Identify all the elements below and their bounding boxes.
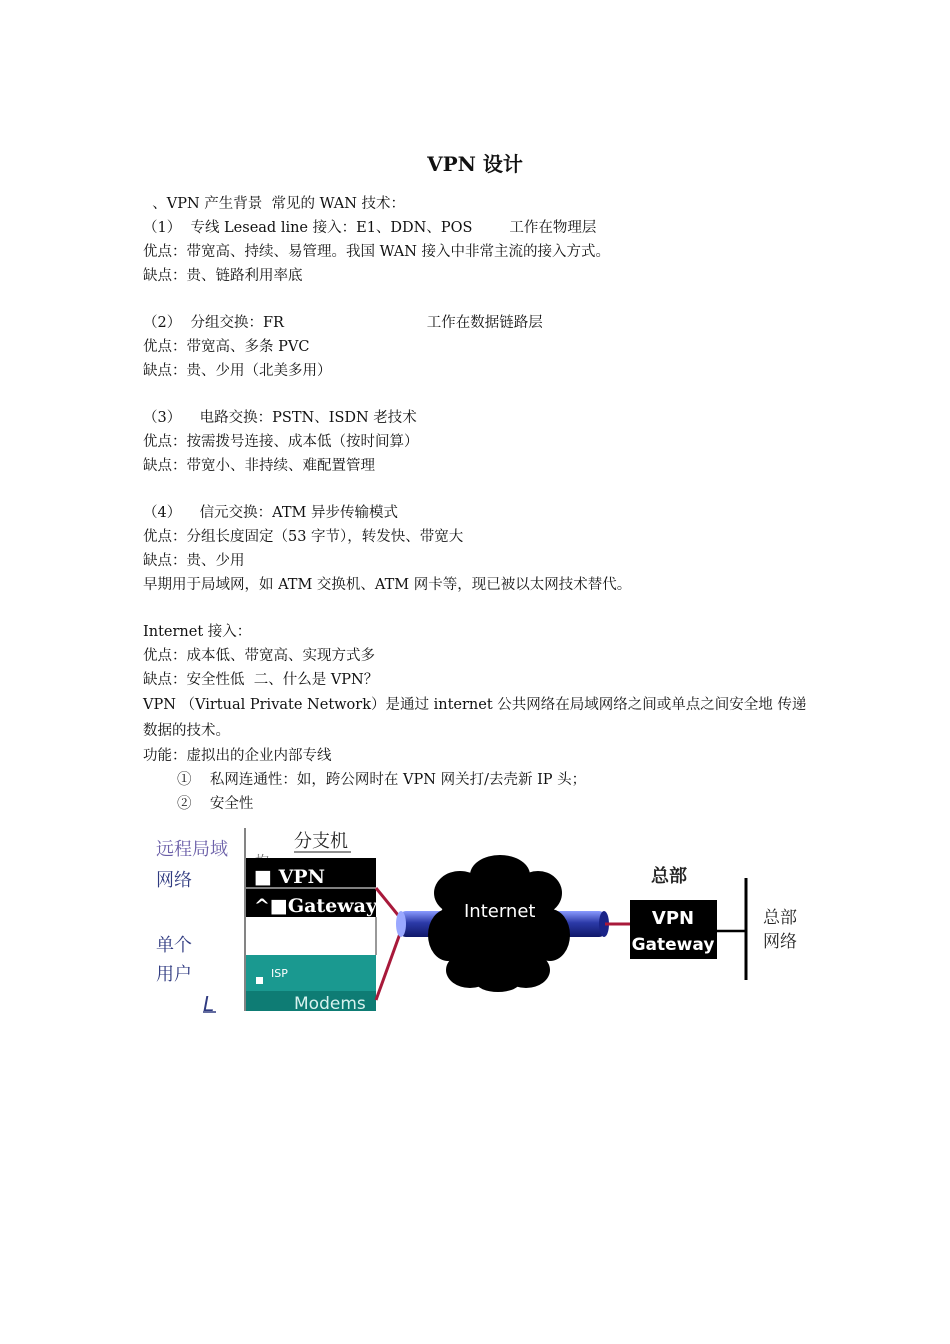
blank-line [143,383,808,406]
blank-line [143,288,808,311]
text-line: Internet 接入： [143,624,252,640]
list-item: ① 私网连通性：如，跨公网时在 VPN 网关打/去壳新 IP 头； [177,772,587,788]
internet-label: Internet [464,901,536,922]
isp-square-icon [256,977,263,984]
text-line: 缺点：贵、少用（北美多用） [143,363,332,379]
function-line: 功能：虚拟出的企业内部专线 [143,748,332,764]
single-user-label-2: 用户 [156,964,192,985]
pipe-left-cap [396,911,406,937]
text-line: 优点：分组长度固定（53 字节），转发快、带宽大 [143,529,464,545]
isp-box [246,955,376,991]
internet-cloud [428,855,570,992]
hq-label: 总部 [651,866,687,887]
list-item: ② 安全性 [177,796,254,812]
text-line: （2） 分组交换：FR 工作在数据链路层 [143,315,543,331]
text-line: （3） 电路交换：PSTN、ISDN 老技术 [143,410,417,426]
branch-vpn-label: ■ VPN [254,866,325,888]
text-line: （1） 专线 Lesead line 接入：E1、DDN、POS 工作在物理层 [143,220,597,236]
text-line: 优点：成本低、带宽高、实现方式多 [143,648,375,664]
isp-link [376,928,402,1000]
remote-lan-label: 远程局域 [156,839,228,860]
page-title: VPN 设计 [427,152,523,176]
text-line: 缺点：贵、链路利用率底 [143,268,303,284]
text-line: （4） 信元交换：ATM 异步传输模式 [143,505,398,521]
text-line: 早期用于局域网，如 ATM 交换机、ATM 网卡等，现已被以太网技术替代。 [143,577,632,593]
remote-lan-label-2: 网络 [156,870,192,891]
hq-vpn-label: VPN [651,908,695,929]
single-user-label: 单个 [156,935,192,956]
text-lines [143,192,808,692]
branch-label: 分支机 [294,831,348,852]
blank-line [143,478,808,501]
text-line: 缺点：带宽小、非持续、难配置管理 [143,458,375,474]
branch-gateway-label: ^■Gateway [254,895,377,917]
modems-label: Modems [294,994,366,1014]
text-line: 缺点：安全性低 二、什么是 VPN？ [143,672,379,688]
isp-label: ISP [271,967,288,980]
text-line: 优点：带宽高、持续、易管理。我国 WAN 接入中非常主流的接入方式。 [143,244,611,260]
vpn-definition: VPN （Virtual Private Network）是通过 internet 公共网络在局域网络之间或单点之间安全地 传递数据的技术。 [143,697,807,739]
document-body [143,192,808,816]
hq-network-label: 总部 [763,908,797,928]
text-line: 优点：带宽高、多条 PVC [143,339,310,355]
text-line: 优点：按需拨号连接、成本低（按时间算） [143,434,419,450]
blank-line [143,597,808,620]
text-line: 缺点：贵、少用 [143,553,245,569]
hq-network-label-2: 网络 [763,932,797,952]
hq-gateway-label: Gateway [631,935,715,955]
text-line: 、VPN 产生背景 常见的 WAN 技术： [143,196,406,212]
l-mark: L [203,992,215,1016]
